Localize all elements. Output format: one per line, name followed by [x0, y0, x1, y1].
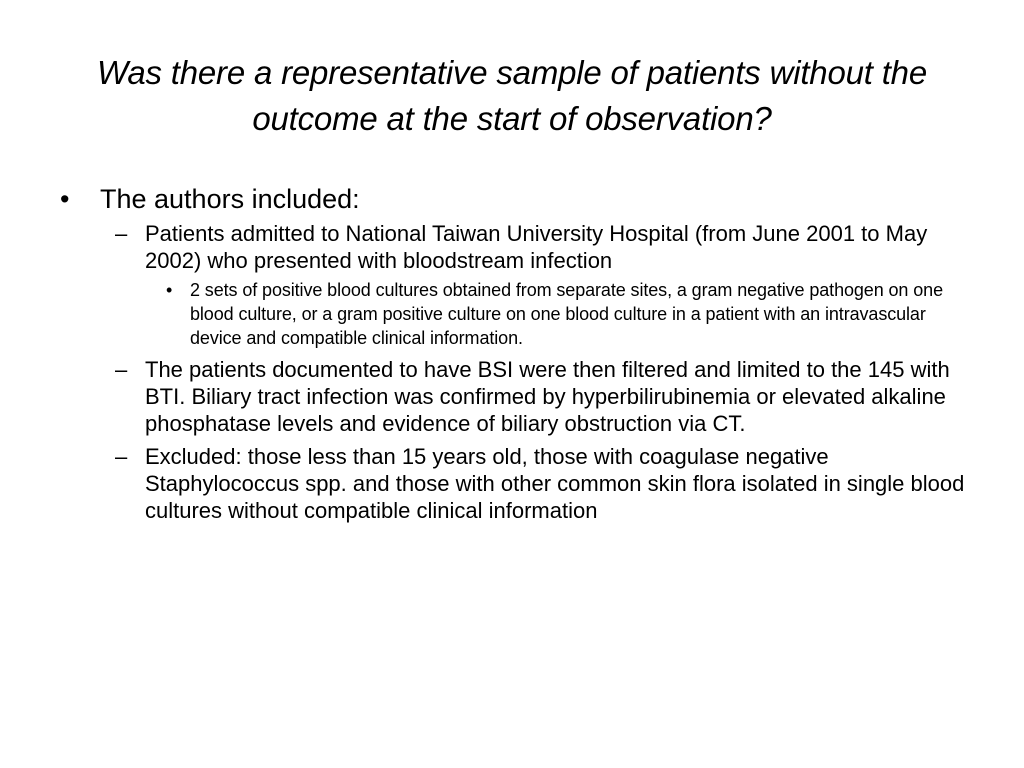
bullet-text: The authors included:: [100, 184, 360, 214]
bullet-level1-item: [58, 180, 978, 218]
bullet-text: Excluded: those less than 15 years old, those with coagulase negative Staphylococcus spp. and those with other common skin flora isolated in single blood cultures without compatible clinical information: [145, 444, 965, 523]
bullet-level2-item: [58, 443, 978, 524]
bullet-text: The patients documented to have BSI were then filtered and limited to the 145 with BTI. Biliary tract infection was confirmed by hyperbilirubinemia or elevated alkaline phosphatase levels and evidence of biliary obstruction via CT.: [145, 357, 950, 436]
bullet-dot-icon: •: [166, 280, 173, 300]
bullet-level2-item: [58, 220, 978, 274]
bullet-level3-item: [58, 278, 978, 350]
bullet-dash-icon: –: [115, 444, 128, 469]
bullet-text: Patients admitted to National Taiwan University Hospital (from June 2001 to May 2002) who presented with bloodstream infection: [145, 221, 928, 273]
bullet-level2-item: [58, 356, 978, 437]
slide-title: Was there a representative sample of patients without the outcome at the start of observation?: [97, 54, 927, 137]
bullet-dot-icon: •: [60, 184, 70, 214]
slide-body: [58, 180, 978, 524]
bullet-text: 2 sets of positive blood cultures obtained from separate sites, a gram negative pathogen on one blood culture, or a gram positive culture on one blood culture in a patient with an intravascular device and compatible clinical information.: [190, 280, 943, 348]
bullet-dash-icon: –: [115, 357, 128, 382]
bullet-dash-icon: –: [115, 221, 128, 246]
